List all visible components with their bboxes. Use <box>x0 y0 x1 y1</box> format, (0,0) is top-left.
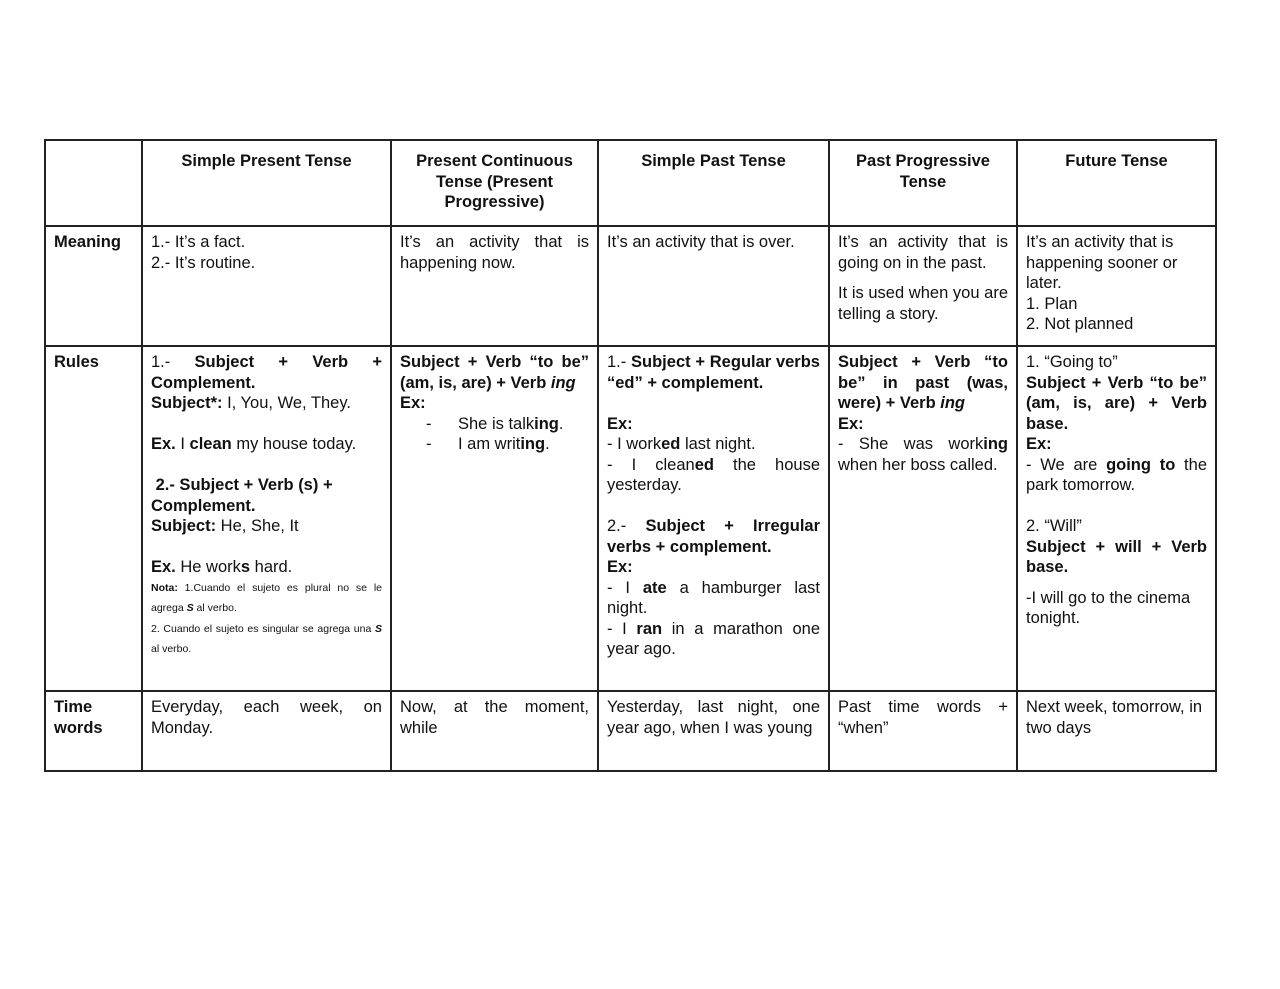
continuous-example-2: - I am writing. <box>426 435 550 453</box>
future-example-2: -I will go to the cinema tonight. <box>1026 588 1191 627</box>
meaning-simple-present <box>142 226 391 346</box>
meaning-past-progressive <box>829 226 1017 346</box>
rules-row <box>45 346 1216 691</box>
tenses-table <box>44 139 1217 772</box>
time-words-present-continuous: Now, at the moment, while <box>391 691 598 771</box>
future-example-1: - We are going to the park tomorrow. <box>1026 455 1207 494</box>
continuous-ex-label: Ex: <box>400 394 426 412</box>
future-heading-2: 2. “Will” <box>1026 517 1082 535</box>
header-simple-past: Simple Past Tense <box>598 140 829 226</box>
progressive-ex-label: Ex: <box>838 414 864 433</box>
time-words-future: Next week, tomorrow, in two days <box>1017 691 1216 771</box>
meaning-present-continuous: It’s an activity that is happening now. <box>391 226 598 346</box>
header-future: Future Tense <box>1017 140 1216 226</box>
time-words-past-progressive: Past time words + “when” <box>829 691 1017 771</box>
past-rule-2: 2.- Subject + Irregular verbs + complement. <box>607 517 821 556</box>
past-example-2: - I cleaned the house yesterday. <box>607 455 820 494</box>
meaning-simple-past: It’s an activity that is over. <box>598 226 829 346</box>
rules-past-progressive <box>829 346 1017 691</box>
present-subject-2: Subject: He, She, It <box>151 517 299 535</box>
past-ex-label-1: Ex: <box>607 414 633 433</box>
header-row <box>45 140 1216 226</box>
continuous-rule: Subject + Verb “to be” (am, is, are) + Verb ing <box>400 353 589 392</box>
progressive-rule: Subject + Verb “to be” in past (was, were) + Verb ing <box>838 353 1008 412</box>
future-ex-label: Ex: <box>1026 435 1052 453</box>
rules-simple-past <box>598 346 829 691</box>
meaning-future <box>1017 226 1216 346</box>
future-heading-1: 1. “Going to” <box>1026 353 1118 371</box>
meaning-future-line: 2. Not planned <box>1026 315 1134 333</box>
progressive-example: - She was working when her boss called. <box>838 435 1008 474</box>
rules-simple-present <box>142 346 391 691</box>
header-past-progressive: Past Progressive Tense <box>829 140 1017 226</box>
future-rule-2: Subject + will + Verb base. <box>1026 537 1207 576</box>
rules-future <box>1017 346 1216 691</box>
row-label-rules: Rules <box>45 346 142 691</box>
past-example-4: - I ran in a marathon one year ago. <box>607 619 820 658</box>
present-rule-1: 1.- Subject + Verb + Complement. <box>151 353 382 392</box>
meaning-future-line: It’s an activity that is happening sooner or later. <box>1026 233 1178 292</box>
meaning-progressive-line: It’s an activity that is going on in the past. <box>838 233 1008 272</box>
time-words-simple-past: Yesterday, last night, one year ago, when I was young <box>598 691 829 771</box>
past-rule-1: 1.- Subject + Regular verbs “ed” + complement. <box>607 353 820 392</box>
meaning-progressive-line: It is used when you are telling a story. <box>838 284 1008 323</box>
present-example-2: Ex. He works hard. <box>151 558 293 576</box>
present-example-1: Ex. I clean my house today. <box>151 435 357 453</box>
present-rule-2: 2.- Subject + Verb (s) + Complement. <box>151 476 338 515</box>
meaning-present-line: 1.- It’s a fact. <box>151 233 246 251</box>
header-simple-present: Simple Present Tense <box>142 140 391 226</box>
present-subject-1: Subject*: I, You, We, They. <box>151 394 351 412</box>
present-note-1: Nota: 1.Cuando el sujeto es plural no se le agrega S al verbo. <box>151 581 382 614</box>
meaning-future-line: 1. Plan <box>1026 294 1078 313</box>
meaning-row <box>45 226 1216 346</box>
time-words-simple-present: Everyday, each week, on Monday. <box>142 691 391 771</box>
row-label-time-words: Time words <box>45 691 142 771</box>
continuous-example-1: - She is talking. <box>426 414 564 433</box>
past-example-1: - I worked last night. <box>607 435 756 453</box>
row-label-meaning: Meaning <box>45 226 142 346</box>
meaning-present-line: 2.- It’s routine. <box>151 253 256 272</box>
past-ex-label-2: Ex: <box>607 558 633 576</box>
header-present-continuous: Present Continuous Tense (Present Progressive) <box>391 140 598 226</box>
future-rule-1: Subject + Verb “to be” (am, is, are) + Verb base. <box>1026 373 1207 433</box>
rules-present-continuous <box>391 346 598 691</box>
time-words-row <box>45 691 1216 771</box>
present-note-2: 2. Cuando el sujeto es singular se agrega una S al verbo. <box>151 622 382 655</box>
past-example-3: - I ate a hamburger last night. <box>607 578 820 617</box>
header-corner <box>45 140 142 226</box>
